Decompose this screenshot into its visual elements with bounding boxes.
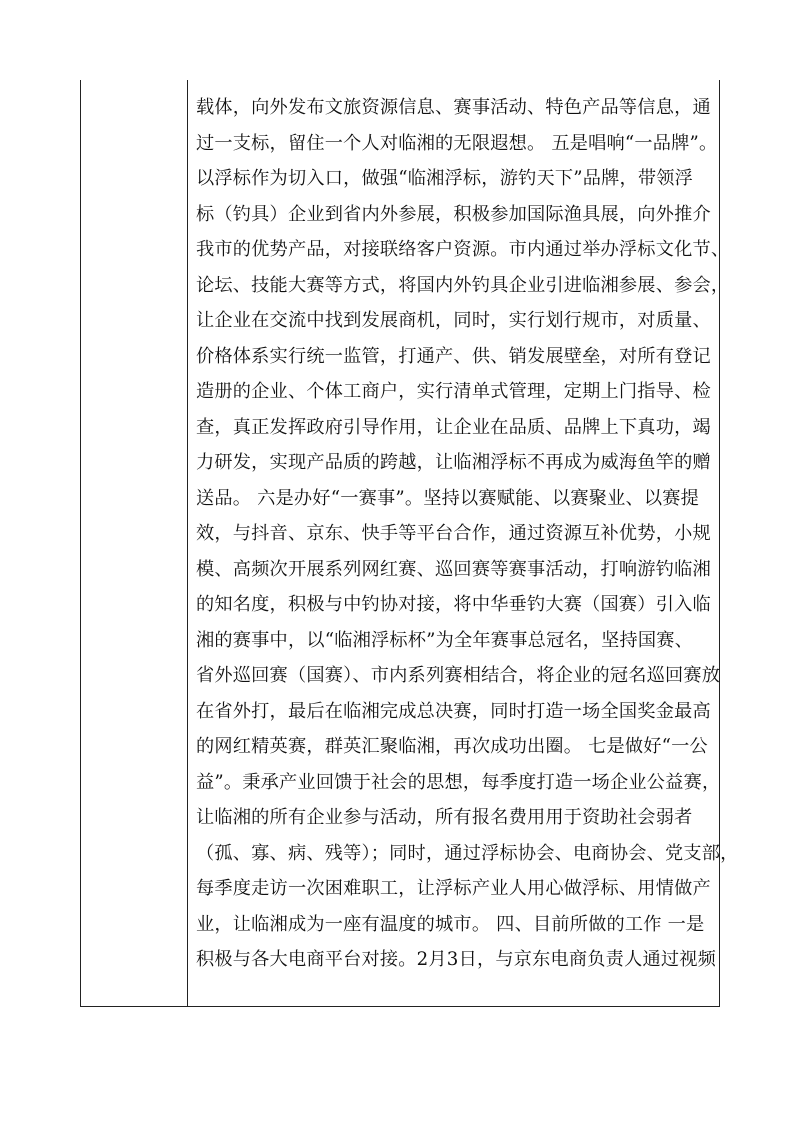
text-line: 的网红精英赛，群英汇聚临湘，再次成功出圈。 七是做好“一公 [196,736,708,757]
text-line: 湘的赛事中，以“临湘浮标杯”为全年赛事总冠名，坚持国赛、 [196,629,694,651]
text-line: 让临湘的所有企业参与活动，所有报名费用用于资助社会弱者 [196,807,693,828]
text-line: 造册的企业、个体工商户，实行清单式管理，定期上门指导、检 [196,381,711,402]
text-line: 送品。 六是办好“一赛事”。坚持以赛赋能、以赛聚业、以赛提 [196,487,700,509]
content-cell-text [196,90,739,978]
text-line: 过一支标，留住一个人对临湘的无限遐想。 五是唱响“一品牌”。 [196,132,718,154]
text-line: （孤、寡、病、残等）；同时，通过浮标协会、电商协会、党支部， [196,842,739,864]
text-line: 业，让临湘成为一座有温度的城市。 四、目前所做的工作 一是 [196,913,705,935]
text-line: 效，与抖音、京东、快手等平台合作，通过资源互补优势，小规 [196,523,711,544]
text-line: 积极与各大电商平台对接。2月3日，与京东电商负责人通过视频 [196,949,717,970]
column-divider [187,80,188,1006]
text-line: 标（钓具）企业到省内外参展，积极参加国际渔具展，向外推介 [196,203,711,225]
text-line: 的知名度，积极与中钓协对接，将中华垂钓大赛（国赛）引入临 [196,594,711,615]
text-line: 让企业在交流中找到发展商机，同时，实行划行规市，对质量、 [196,310,711,331]
text-line: 每季度走访一次困难职工，让浮标产业人用心做浮标、用情做产 [196,878,711,899]
text-line: 益”。秉承产业回馈于社会的思想，每季度打造一场企业公益赛， [196,771,721,793]
left-label-cell [81,80,187,1006]
text-line: 论坛、技能大赛等方式，将国内外钓具企业引进临湘参展、参会， [196,274,730,296]
text-line: 以浮标作为切入口，做强“临湘浮标，游钓天下”品牌，带领浮 [196,168,694,189]
text-line: 查，真正发挥政府引导作用，让企业在品质、品牌上下真功，竭 [196,416,711,438]
text-line: 价格体系实行统一监管，打通产、供、销发展壁垒，对所有登记 [196,345,711,367]
document-table [80,80,739,1007]
text-line: 模、高频次开展系列网红赛、巡回赛等赛事活动，打响游钓临湘 [196,558,711,580]
text-line: 我市的优势产品，对接联络客户资源。市内通过举办浮标文化节、 [196,239,730,260]
text-line: 在省外打，最后在临湘完成总决赛，同时打造一场全国奖金最高 [196,700,711,722]
text-line: 省外巡回赛（国赛）、市内系列赛相结合，将企业的冠名巡回赛放 [196,665,721,686]
text-line: 载体，向外发布文旅资源信息、赛事活动、特色产品等信息，通 [196,97,711,118]
text-line: 力研发，实现产品质的跨越，让临湘浮标不再成为威海鱼竿的赠 [196,452,711,473]
